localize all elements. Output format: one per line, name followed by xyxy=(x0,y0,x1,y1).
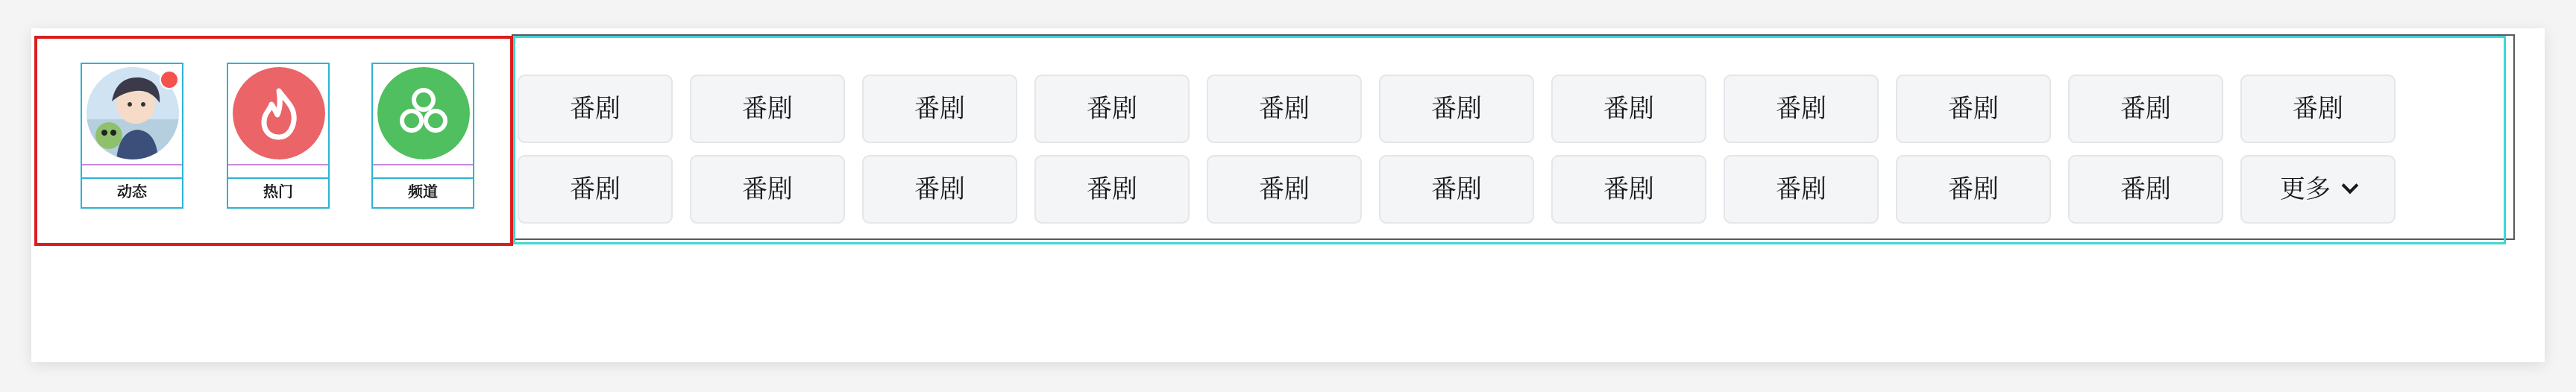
flame-icon xyxy=(233,67,325,159)
entry-dynamic[interactable] xyxy=(81,63,183,209)
entry-label: 热门 xyxy=(228,177,328,204)
tag-item[interactable]: 番剧 xyxy=(1207,155,1362,224)
more-label: 更多 xyxy=(2280,174,2331,204)
entry-channel[interactable] xyxy=(371,63,474,209)
tag-item[interactable]: 番剧 xyxy=(518,75,673,143)
tag-item[interactable]: 番剧 xyxy=(862,155,1017,224)
entry-label: 动态 xyxy=(82,177,182,204)
entry-divider xyxy=(82,164,182,165)
tag-item[interactable]: 番剧 xyxy=(1724,75,1879,143)
channel-panel xyxy=(31,28,2545,362)
tag-item[interactable]: 番剧 xyxy=(690,155,845,224)
tag-item[interactable]: 番剧 xyxy=(2068,155,2223,224)
tag-item[interactable]: 番剧 xyxy=(2068,75,2223,143)
tag-item[interactable]: 番剧 xyxy=(1551,155,1706,224)
tag-item[interactable]: 番剧 xyxy=(1034,155,1190,224)
channel-circles-icon xyxy=(377,67,470,159)
tag-item[interactable]: 番剧 xyxy=(518,155,673,224)
entry-divider xyxy=(373,164,473,165)
tag-item[interactable]: 番剧 xyxy=(1896,75,2051,143)
tag-item[interactable]: 番剧 xyxy=(2240,75,2396,143)
entry-divider xyxy=(228,164,328,165)
tag-item[interactable]: 番剧 xyxy=(1379,75,1534,143)
more-button[interactable] xyxy=(2240,155,2396,224)
tag-item[interactable]: 番剧 xyxy=(1207,75,1362,143)
tag-item[interactable]: 番剧 xyxy=(690,75,845,143)
entry-label: 频道 xyxy=(373,177,473,204)
tag-item[interactable]: 番剧 xyxy=(1551,75,1706,143)
live-dot xyxy=(160,70,179,89)
tag-item[interactable]: 番剧 xyxy=(1724,155,1879,224)
entry-hot[interactable] xyxy=(227,63,330,209)
tag-item[interactable]: 番剧 xyxy=(1896,155,2051,224)
tag-item[interactable]: 番剧 xyxy=(1379,155,1534,224)
chevron-down-icon xyxy=(2342,177,2359,195)
tag-item[interactable]: 番剧 xyxy=(862,75,1017,143)
tag-item[interactable]: 番剧 xyxy=(1034,75,1190,143)
